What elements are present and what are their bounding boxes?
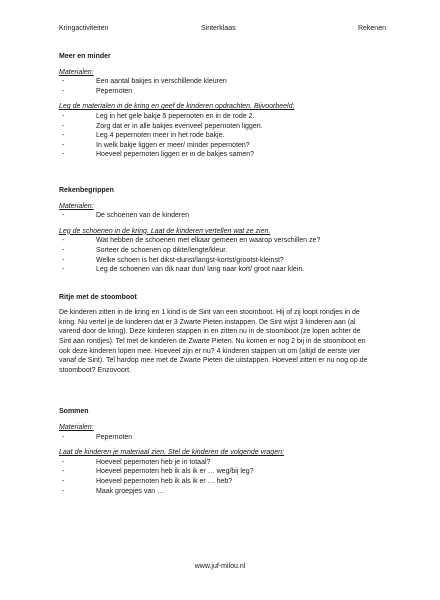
section-title: Ritje met de stoomboot	[59, 293, 137, 301]
materials-list	[59, 211, 389, 221]
list-item: - Wat hebben de schoenen met elkaar gemeen en waarop verschillen ze?	[59, 236, 389, 246]
list-item: - In welk bakje liggen er meer/ minder pepernoten?	[59, 141, 389, 151]
page-footer: www.juf-milou.nl	[194, 563, 246, 570]
list-item: - Hoeveel pepernoten heb ik als ik er … heb?	[59, 477, 389, 487]
page-header	[59, 24, 386, 36]
paragraph-line: kring. Nu vertel je de kinderen dat er 3 Zwarte Pieten instappen. De Sint wijst 3 kinderen aan (al	[59, 318, 356, 326]
list-item: - Hoeveel pepernoten liggen er in de bakjes samen?	[59, 150, 389, 160]
paragraph-line: varend door de kring). Deze kinderen stappen in en zitten nu in de stoomboot (ze lopen achter de	[59, 328, 361, 336]
paragraph	[59, 308, 394, 375]
list-item: - Zorg dat er in alle bakjes evenveel pepernoten liggen.	[59, 122, 389, 132]
materials-list	[59, 433, 389, 443]
list-item: - Sorteer de schoenen op dikte/lengte/kleur.	[59, 246, 389, 256]
task-list	[59, 112, 389, 160]
section-title: Rekenbegrippen	[59, 186, 114, 194]
paragraph-line: ook deze kinderen lopen mee. Hoeveel zijn er nu? 4 kinderen stappen uit om (altijd de eerste vier	[59, 347, 361, 355]
section-meer-en-minder	[59, 52, 389, 160]
instruction: Leg de schoenen in de kring. Laat de kinderen vertellen wat ze zien.	[59, 227, 271, 235]
paragraph-line: De kinderen zitten in de kring en 1 kind is de Sint van een stoomboot. Hij of zij loopt rondjes in de	[59, 309, 360, 317]
materials-list	[59, 77, 389, 96]
section-title: Meer en minder	[59, 53, 111, 60]
list-item: - Welke schoen is het dikst-dunst/langst-kortst/grootst-kleinst?	[59, 256, 389, 266]
list-item: - Hoeveel pepernoten heb ik als ik er … weg/bij leg?	[59, 467, 389, 477]
section-sommen	[59, 407, 389, 496]
instruction: Leg de materialen in de kring en geef de kinderen opdrachten. Bijvoorbeeld:	[59, 103, 295, 111]
instruction: Laat de kinderen je materiaal zien. Stel de kinderen de volgende vragen:	[59, 449, 284, 457]
paragraph-line: stoomboot? Enzovoort.	[59, 366, 131, 374]
list-item: - De schoenen van de kinderen	[59, 211, 389, 221]
header-left: Kringactiviteiten	[59, 25, 109, 32]
section-ritje-met-de-stoomboot	[59, 293, 389, 376]
paragraph-line: Sint aan rondjes). Tel met de kinderen de Zwarte Pieten. Nu komen er nog 2 bij in de stoomboot en	[59, 338, 366, 346]
materials-label: Materialen:	[59, 424, 94, 432]
list-item: - Leg 4 pepernoten meer in het rode bakje.	[59, 131, 389, 141]
list-item: - Een aantal bakjes in verschillende kleuren	[59, 77, 389, 87]
document-content	[59, 52, 389, 502]
task-list	[59, 458, 389, 496]
list-item: - Hoeveel pepernoten heb je in totaal?	[59, 458, 389, 468]
list-item: - Leg de schoenen van dik naar dun/ lang naar kort/ groot naar klein.	[59, 265, 389, 275]
paragraph-line: vanaf de Sint). Tel hardop mee met de Zwarte Pieten die uitstappen. Hoeveel zitten er nu nog op de	[59, 357, 368, 365]
section-rekenbegrippen	[59, 186, 389, 275]
list-item: - Leg in het gele bakje 5 pepernoten en in de rode 2.	[59, 112, 389, 122]
section-title: Sommen	[59, 408, 89, 416]
list-item: - Pepernoten	[59, 433, 389, 443]
list-item: - Maak groepjes van …	[59, 487, 389, 497]
materials-label: Materialen:	[59, 68, 94, 76]
header-center: Sinterklaas	[201, 25, 236, 32]
materials-label: Materialen:	[59, 202, 94, 210]
header-right: Rekenen	[357, 25, 386, 32]
task-list	[59, 236, 389, 274]
list-item: - Pepernoten	[59, 87, 389, 97]
